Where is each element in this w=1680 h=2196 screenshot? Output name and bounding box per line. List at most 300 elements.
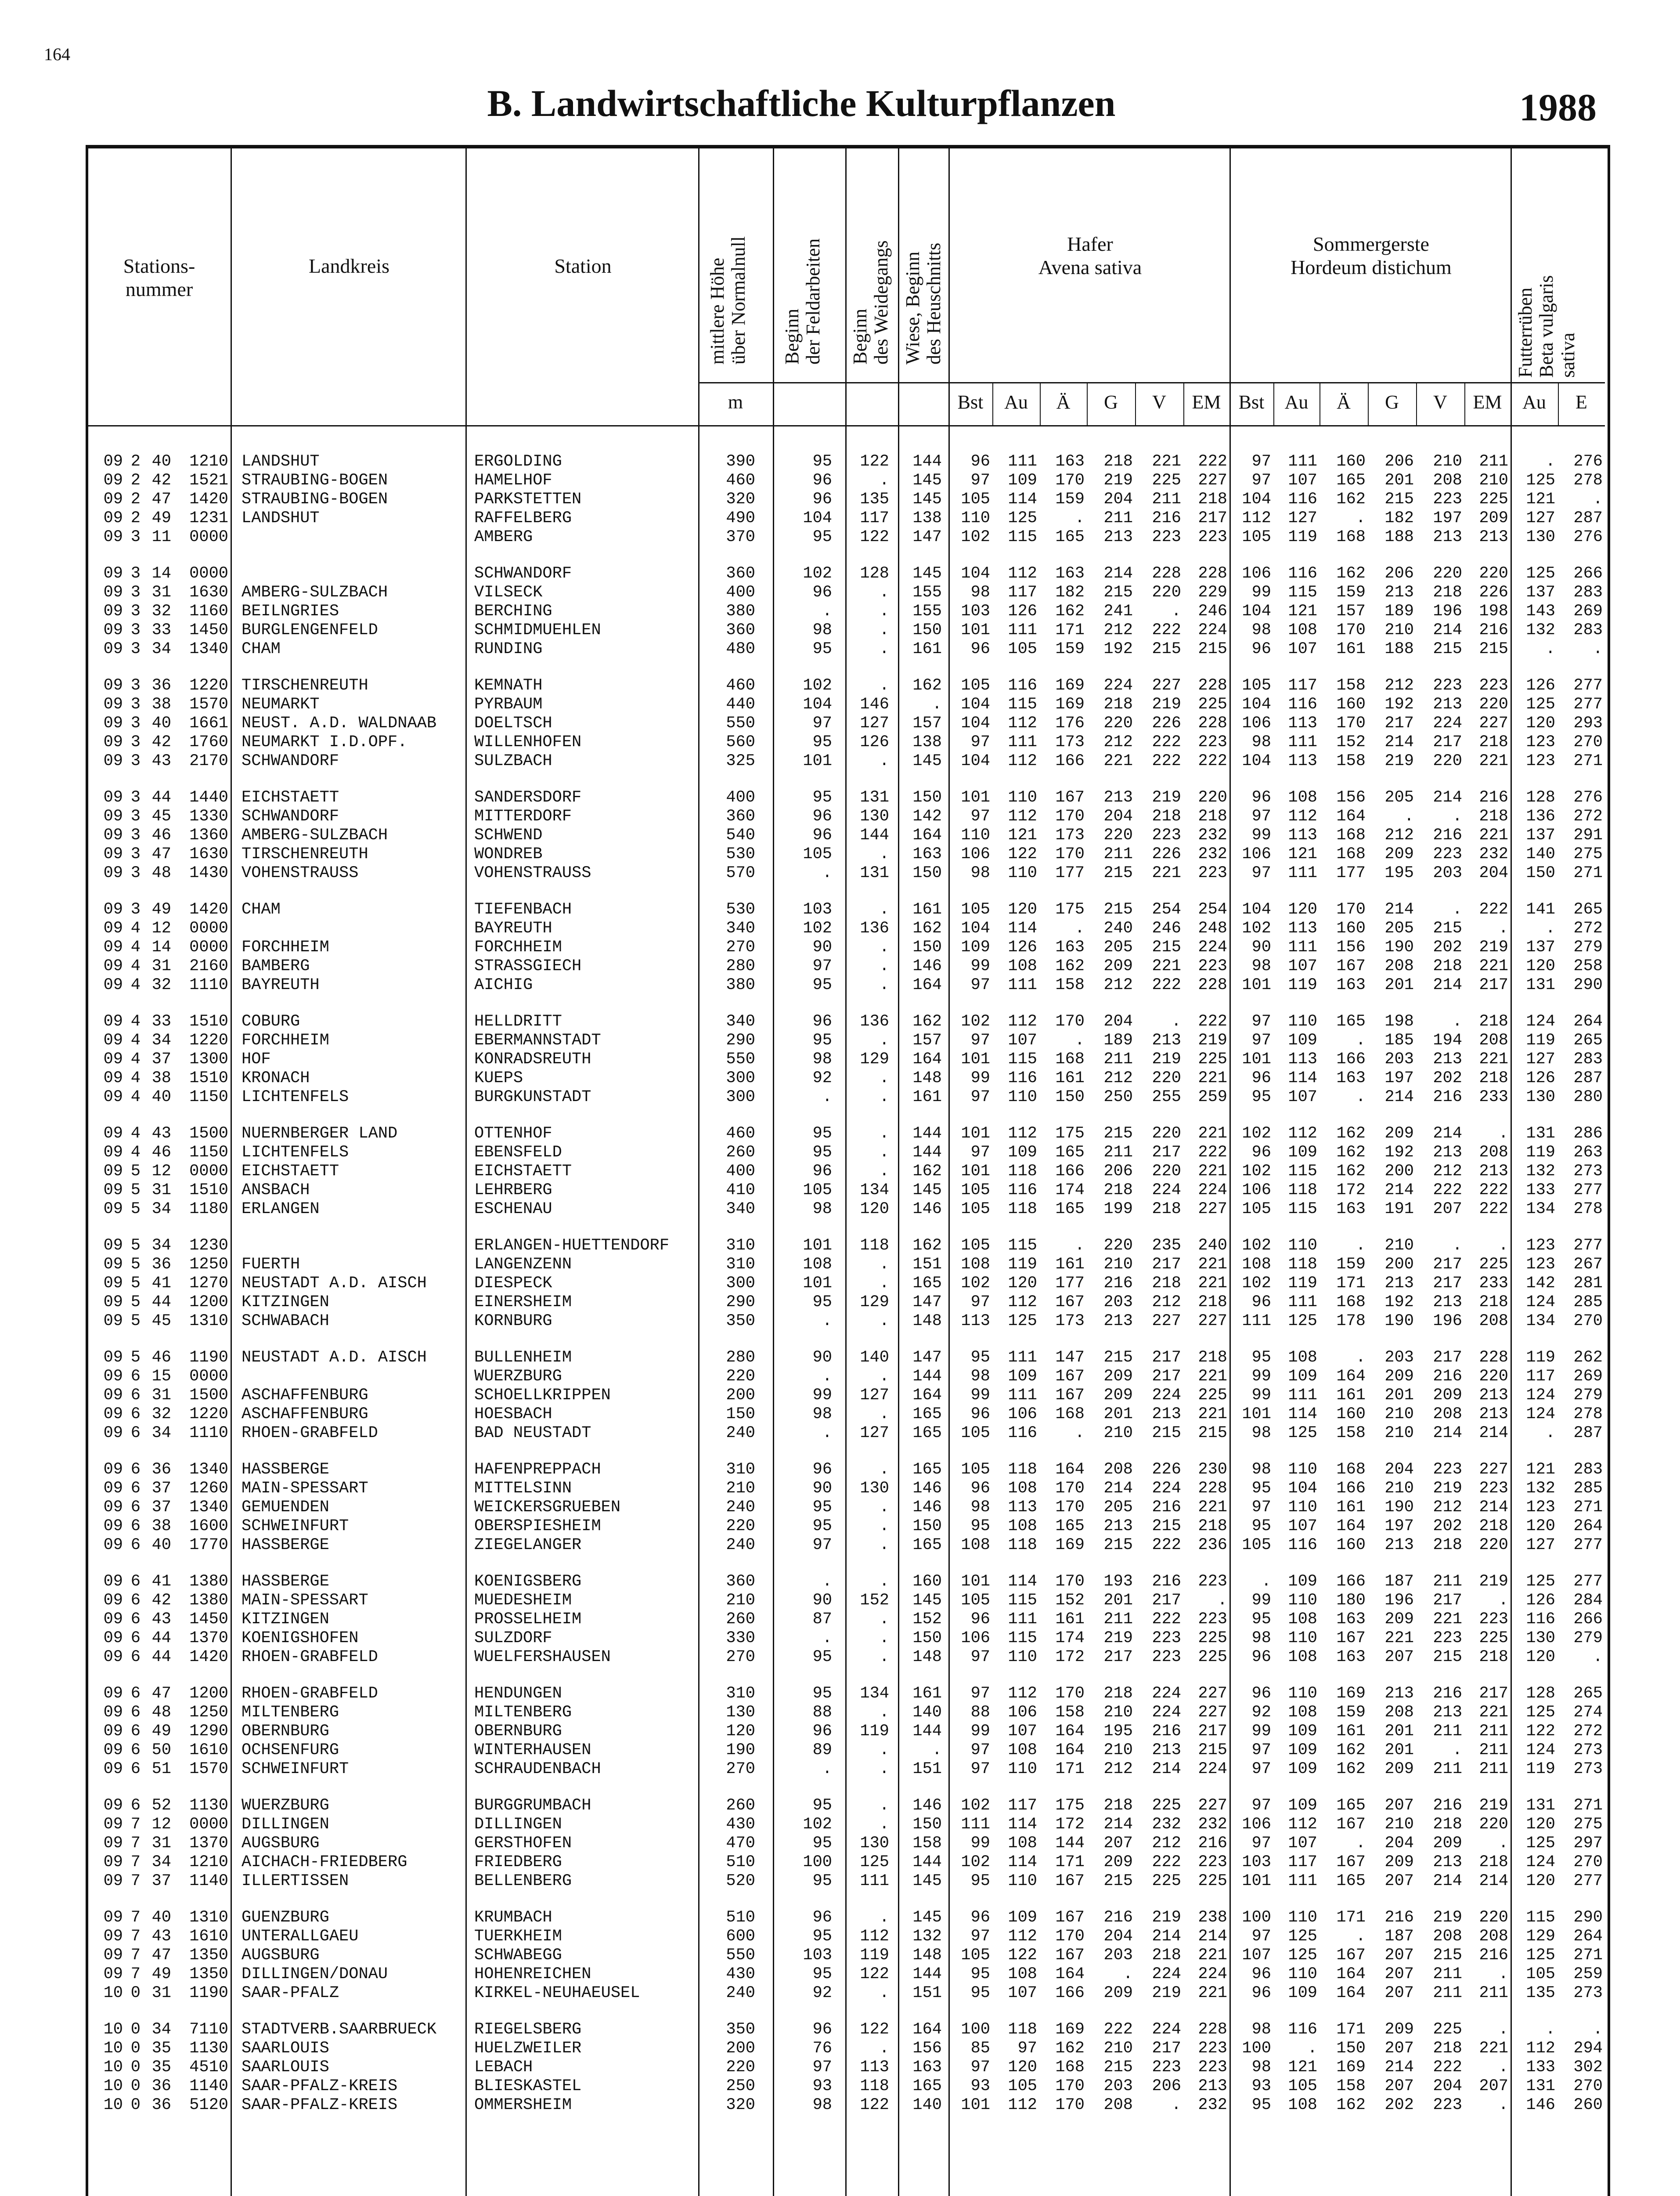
- cell-rueben-au: 119: [1526, 1760, 1555, 1778]
- cell-hafer-em: 232: [1198, 2096, 1227, 2114]
- cell-rueben-e: 267: [1573, 1255, 1603, 1274]
- cell-gerste-em: 216: [1479, 1946, 1508, 1965]
- cell-gerste-v: 211: [1433, 1965, 1462, 1983]
- cell-feldarbeiten: 97: [812, 714, 832, 733]
- cell-feldarbeiten: 89: [812, 1741, 832, 1759]
- cell-rueben-au: 116: [1526, 1610, 1555, 1629]
- cell-rueben-e: 285: [1573, 1293, 1603, 1311]
- cell-hafer-bst: 105: [961, 1460, 990, 1479]
- cell-heuschnitt: 150: [912, 1815, 942, 1834]
- cell-rueben-au: 146: [1526, 2096, 1555, 2114]
- cell-station: KUEPS: [474, 1069, 523, 1087]
- cell-landkreis: SCHWANDORF: [242, 752, 339, 770]
- cell-heuschnitt: 156: [912, 2039, 942, 2058]
- cell-gerste-v: 222: [1433, 1181, 1462, 1199]
- sub-header-cell: EM: [1473, 391, 1502, 413]
- cell-hafer-em: 225: [1198, 1872, 1227, 1890]
- cell-rueben-e: 279: [1573, 1386, 1603, 1405]
- cell-hoehe: 470: [726, 1834, 755, 1853]
- cell-hoehe: 290: [726, 1031, 755, 1050]
- cell-gerste-em: 220: [1479, 695, 1508, 714]
- cell-gerste-ae: 168: [1336, 1460, 1366, 1479]
- cell-gerste-bst: 97: [1251, 1927, 1271, 1946]
- cell-gerste-em: 211: [1479, 452, 1508, 471]
- cell-gerste-ae: 161: [1336, 1722, 1366, 1741]
- cell-hafer-ae: 159: [1055, 490, 1085, 509]
- cell-gerste-ae: 162: [1336, 564, 1366, 583]
- cell-gerste-bst: 95: [1251, 1610, 1271, 1629]
- cell-weidegang: .: [879, 2039, 889, 2058]
- cell-district: 6: [130, 1479, 141, 1498]
- cell-subdistrict: 47: [151, 1946, 171, 1965]
- cell-rueben-e: 284: [1573, 1591, 1603, 1610]
- cell-landkreis: CHAM: [242, 900, 281, 919]
- cell-hoehe: 560: [726, 733, 755, 751]
- cell-gerste-v: 210: [1433, 452, 1462, 471]
- cell-weidegang: .: [879, 1031, 889, 1050]
- cell-subdistrict: 49: [151, 1722, 171, 1741]
- cell-gerste-bst: 105: [1242, 676, 1271, 695]
- table-row: [0, 1386, 1680, 1405]
- cell-district: 6: [130, 1424, 141, 1442]
- cell-station-no: 1610: [189, 1741, 228, 1759]
- cell-hoehe: 510: [726, 1853, 755, 1871]
- cell-gerste-v: 208: [1433, 1927, 1462, 1946]
- cell-heuschnitt: 164: [912, 1050, 942, 1069]
- cell-landkreis: FORCHHEIM: [242, 1031, 329, 1050]
- cell-district: 6: [130, 1498, 141, 1517]
- cell-hafer-ae: 167: [1055, 788, 1085, 807]
- unit-label: m: [728, 391, 743, 413]
- cell-hafer-g: 199: [1103, 1200, 1133, 1218]
- cell-hafer-ae: 167: [1055, 1367, 1085, 1386]
- cell-feldarbeiten: 95: [812, 640, 832, 658]
- cell-station-no: 1330: [189, 807, 228, 826]
- cell-weidegang: .: [879, 1274, 889, 1293]
- cell-state: 09: [103, 1479, 123, 1498]
- table-row: [0, 845, 1680, 864]
- cell-rueben-au: 105: [1526, 1965, 1555, 1983]
- row-group: [0, 788, 1680, 883]
- cell-hafer-g: 218: [1103, 695, 1133, 714]
- cell-gerste-g: 201: [1384, 976, 1414, 994]
- cell-weidegang: .: [879, 1498, 889, 1517]
- cell-district: 5: [130, 1312, 141, 1330]
- cell-hafer-v: 225: [1152, 1872, 1181, 1890]
- cell-hoehe: 130: [726, 1703, 755, 1722]
- cell-gerste-em: 213: [1479, 528, 1508, 546]
- row-group: [0, 676, 1680, 771]
- cell-hafer-g: 222: [1103, 2020, 1133, 2039]
- cell-subdistrict: 32: [151, 976, 171, 994]
- cell-gerste-au: 108: [1288, 621, 1317, 639]
- cell-gerste-au: 105: [1288, 2077, 1317, 2095]
- cell-landkreis: ILLERTISSEN: [242, 1872, 349, 1890]
- cell-hafer-em: .: [1217, 1591, 1227, 1610]
- cell-heuschnitt: 150: [912, 938, 942, 957]
- cell-gerste-ae: 162: [1336, 1760, 1366, 1778]
- cell-hafer-g: 215: [1103, 1536, 1133, 1554]
- cell-heuschnitt: 144: [912, 1965, 942, 1983]
- cell-hafer-bst: 95: [970, 1517, 990, 1535]
- cell-district: 5: [130, 1200, 141, 1218]
- cell-gerste-bst: 99: [1251, 1722, 1271, 1741]
- cell-rueben-e: 278: [1573, 1405, 1603, 1423]
- cell-gerste-ae: .: [1356, 1236, 1366, 1255]
- sub-header-cell: Bst: [957, 391, 984, 413]
- cell-rueben-au: 123: [1526, 733, 1555, 751]
- cell-subdistrict: 12: [151, 1815, 171, 1834]
- cell-hoehe: 460: [726, 1124, 755, 1143]
- cell-gerste-ae: .: [1356, 509, 1366, 527]
- cell-station-no: 1200: [189, 1293, 228, 1311]
- cell-hoehe: 240: [726, 1984, 755, 2002]
- cell-gerste-bst: 100: [1242, 1908, 1271, 1927]
- cell-hafer-em: 218: [1198, 490, 1227, 509]
- cell-feldarbeiten: 95: [812, 1648, 832, 1666]
- cell-hafer-au: 115: [1008, 1236, 1037, 1255]
- cell-weidegang: 130: [860, 1479, 889, 1498]
- cell-weidegang: .: [879, 1517, 889, 1535]
- cell-hoehe: 410: [726, 1181, 755, 1199]
- cell-state: 09: [103, 1946, 123, 1965]
- cell-station-no: 1260: [189, 1479, 228, 1498]
- cell-gerste-em: .: [1498, 2096, 1508, 2114]
- cell-subdistrict: 31: [151, 957, 171, 975]
- cell-hoehe: 490: [726, 509, 755, 527]
- cell-hafer-ae: 182: [1055, 583, 1085, 602]
- cell-gerste-v: 211: [1433, 1572, 1462, 1591]
- cell-hafer-g: 210: [1103, 1741, 1133, 1759]
- cell-hafer-em: 221: [1198, 1274, 1227, 1293]
- cell-state: 09: [103, 676, 123, 695]
- cell-subdistrict: 15: [151, 1367, 171, 1386]
- cell-hafer-au: 108: [1008, 1479, 1037, 1498]
- cell-station-no: 1150: [189, 1088, 228, 1106]
- table-row: [0, 1572, 1680, 1591]
- cell-district: 0: [130, 2058, 141, 2077]
- cell-hafer-bst: 105: [961, 1946, 990, 1965]
- cell-landkreis: TIRSCHENREUTH: [242, 845, 368, 863]
- cell-feldarbeiten: 95: [812, 1124, 832, 1143]
- cell-district: 4: [130, 1031, 141, 1050]
- cell-hafer-ae: 175: [1055, 1796, 1085, 1815]
- cell-station-no: 1510: [189, 1012, 228, 1031]
- cell-hafer-au: 107: [1008, 1722, 1037, 1741]
- cell-landkreis: ASCHAFFENBURG: [242, 1386, 368, 1405]
- cell-gerste-g: 197: [1384, 1069, 1414, 1087]
- table-row: [0, 1517, 1680, 1536]
- cell-hafer-ae: 174: [1055, 1629, 1085, 1647]
- cell-rueben-au: 134: [1526, 1200, 1555, 1218]
- cell-gerste-g: 209: [1384, 1853, 1414, 1871]
- cell-hoehe: 220: [726, 1367, 755, 1386]
- cell-hafer-au: 111: [1008, 1348, 1037, 1367]
- cell-hafer-g: 250: [1103, 1088, 1133, 1106]
- cell-hafer-au: 118: [1008, 2020, 1037, 2039]
- cell-district: 2: [130, 471, 141, 490]
- cell-hafer-au: 118: [1008, 1460, 1037, 1479]
- cell-gerste-bst: 103: [1242, 1853, 1271, 1871]
- cell-subdistrict: 36: [151, 676, 171, 695]
- cell-rueben-e: 275: [1573, 1815, 1603, 1834]
- cell-hafer-ae: 171: [1055, 1760, 1085, 1778]
- cell-district: 5: [130, 1236, 141, 1255]
- cell-gerste-bst: 96: [1251, 1684, 1271, 1703]
- cell-station-no: 1770: [189, 1536, 228, 1554]
- cell-heuschnitt: 150: [912, 864, 942, 882]
- table-row: [0, 1703, 1680, 1722]
- cell-hafer-em: 225: [1198, 1050, 1227, 1069]
- cell-subdistrict: 31: [151, 1834, 171, 1853]
- cell-rueben-e: 264: [1573, 1517, 1603, 1535]
- cell-gerste-g: 204: [1384, 1460, 1414, 1479]
- cell-heuschnitt: 144: [912, 1124, 942, 1143]
- cell-station-no: 1160: [189, 602, 228, 621]
- cell-gerste-au: 109: [1288, 1796, 1317, 1815]
- cell-hafer-bst: 97: [970, 1143, 990, 1162]
- cell-gerste-g: 209: [1384, 1760, 1414, 1778]
- cell-hafer-au: 114: [1008, 1815, 1037, 1834]
- cell-station: DILLINGEN: [474, 1815, 562, 1834]
- cell-rueben-au: 130: [1526, 1088, 1555, 1106]
- cell-hafer-au: 114: [1008, 490, 1037, 509]
- cell-hafer-au: 122: [1008, 1946, 1037, 1965]
- cell-weidegang: 131: [860, 788, 889, 807]
- cell-hafer-ae: 176: [1055, 714, 1085, 733]
- cell-gerste-au: 109: [1288, 1760, 1317, 1778]
- cell-landkreis: NEUMARKT: [242, 695, 320, 714]
- cell-hafer-bst: 97: [970, 471, 990, 490]
- cell-landkreis: SCHWEINFURT: [242, 1517, 349, 1535]
- table-row: [0, 919, 1680, 938]
- cell-gerste-ae: 168: [1336, 528, 1366, 546]
- cell-subdistrict: 34: [151, 1031, 171, 1050]
- cell-gerste-em: 208: [1479, 1312, 1508, 1330]
- cell-feldarbeiten: 105: [803, 845, 832, 863]
- cell-gerste-au: 110: [1288, 1591, 1317, 1610]
- cell-district: 3: [130, 788, 141, 807]
- cell-feldarbeiten: 96: [812, 1162, 832, 1181]
- cell-gerste-v: 203: [1433, 864, 1462, 882]
- cell-gerste-ae: 164: [1336, 1517, 1366, 1535]
- cell-gerste-bst: 105: [1242, 528, 1271, 546]
- cell-rueben-au: 124: [1526, 1853, 1555, 1871]
- cell-gerste-au: 108: [1288, 1648, 1317, 1666]
- cell-hafer-bst: 110: [961, 509, 990, 527]
- cell-subdistrict: 47: [151, 1684, 171, 1703]
- cell-gerste-bst: 96: [1251, 1143, 1271, 1162]
- cell-gerste-g: 189: [1384, 602, 1414, 621]
- cell-hafer-bst: 98: [970, 864, 990, 882]
- cell-hafer-au: 108: [1008, 1517, 1037, 1535]
- cell-station-no: 1110: [189, 976, 228, 994]
- cell-rueben-e: 279: [1573, 938, 1603, 957]
- cell-subdistrict: 37: [151, 1498, 171, 1517]
- cell-hafer-au: 112: [1008, 1012, 1037, 1031]
- cell-station: FRIEDBERG: [474, 1853, 562, 1871]
- cell-state: 09: [103, 1629, 123, 1647]
- cell-hafer-v: 221: [1152, 864, 1181, 882]
- cell-gerste-au: 112: [1288, 1815, 1317, 1834]
- cell-hafer-bst: 105: [961, 490, 990, 509]
- cell-gerste-em: 221: [1479, 2039, 1508, 2058]
- cell-district: 4: [130, 919, 141, 938]
- cell-gerste-ae: 167: [1336, 1946, 1366, 1965]
- cell-hafer-g: 206: [1103, 1162, 1133, 1181]
- cell-subdistrict: 36: [151, 2077, 171, 2095]
- cell-gerste-g: 207: [1384, 2077, 1414, 2095]
- cell-station: DIESPECK: [474, 1274, 552, 1293]
- cell-hafer-bst: 101: [961, 1050, 990, 1069]
- table-row: [0, 1927, 1680, 1946]
- cell-station: WUERZBURG: [474, 1367, 562, 1386]
- cell-landkreis: HOF: [242, 1050, 271, 1069]
- cell-gerste-ae: 170: [1336, 621, 1366, 639]
- cell-state: 10: [103, 2058, 123, 2077]
- cell-hafer-g: 213: [1103, 1312, 1133, 1330]
- cell-rueben-au: 119: [1526, 1143, 1555, 1162]
- cell-hafer-g: 214: [1103, 1815, 1133, 1834]
- table-row: [0, 938, 1680, 957]
- cell-heuschnitt: 165: [912, 1405, 942, 1423]
- cell-landkreis: SAAR-PFALZ-KREIS: [242, 2096, 398, 2114]
- cell-weidegang: .: [879, 1703, 889, 1722]
- table-row: [0, 509, 1680, 528]
- cell-hoehe: 270: [726, 938, 755, 957]
- cell-gerste-g: 207: [1384, 1872, 1414, 1890]
- table-row: [0, 676, 1680, 695]
- cell-hafer-ae: 169: [1055, 1536, 1085, 1554]
- cell-station-no: 2170: [189, 752, 228, 770]
- cell-hafer-bst: 93: [970, 2077, 990, 2095]
- cell-hafer-v: 224: [1152, 1703, 1181, 1722]
- cell-weidegang: .: [879, 1796, 889, 1815]
- cell-weidegang: .: [879, 1162, 889, 1181]
- cell-gerste-au: 110: [1288, 1684, 1317, 1703]
- cell-gerste-ae: 159: [1336, 583, 1366, 602]
- cell-hafer-bst: 96: [970, 1908, 990, 1927]
- cell-station-no: 1270: [189, 1274, 228, 1293]
- cell-landkreis: AMBERG-SULZBACH: [242, 583, 388, 602]
- cell-feldarbeiten: 76: [812, 2039, 832, 2058]
- cell-hoehe: 430: [726, 1815, 755, 1834]
- cell-station: ESCHENAU: [474, 1200, 552, 1218]
- cell-gerste-v: 215: [1433, 640, 1462, 658]
- cell-state: 09: [103, 1424, 123, 1442]
- cell-gerste-bst: 106: [1242, 1815, 1271, 1834]
- sub-header-cell: Ä: [1337, 391, 1351, 413]
- cell-district: 6: [130, 1591, 141, 1610]
- cell-gerste-g: 201: [1384, 1722, 1414, 1741]
- cell-subdistrict: 48: [151, 1703, 171, 1722]
- row-group: [0, 1348, 1680, 1443]
- cell-gerste-bst: 102: [1242, 1162, 1271, 1181]
- cell-district: 3: [130, 564, 141, 583]
- cell-gerste-em: 211: [1479, 1722, 1508, 1741]
- cell-feldarbeiten: 96: [812, 1460, 832, 1479]
- cell-heuschnitt: 164: [912, 1386, 942, 1405]
- cell-heuschnitt: 147: [912, 1293, 942, 1311]
- cell-state: 09: [103, 1460, 123, 1479]
- cell-gerste-au: 109: [1288, 1984, 1317, 2002]
- cell-subdistrict: 38: [151, 1069, 171, 1087]
- cell-hafer-v: 222: [1152, 752, 1181, 770]
- cell-gerste-v: 224: [1433, 714, 1462, 733]
- cell-rueben-e: 260: [1573, 2096, 1603, 2114]
- cell-feldarbeiten: 95: [812, 1796, 832, 1815]
- cell-gerste-em: 216: [1479, 621, 1508, 639]
- cell-hafer-ae: 172: [1055, 1648, 1085, 1666]
- table-row: [0, 1162, 1680, 1181]
- cell-rueben-au: 136: [1526, 807, 1555, 826]
- cell-rueben-au: 133: [1526, 2058, 1555, 2077]
- cell-rueben-au: 125: [1526, 1703, 1555, 1722]
- table-row: [0, 2039, 1680, 2058]
- cell-gerste-ae: 168: [1336, 1293, 1366, 1311]
- cell-feldarbeiten: 104: [803, 695, 832, 714]
- cell-hoehe: 380: [726, 602, 755, 621]
- cell-gerste-bst: 102: [1242, 919, 1271, 938]
- cell-hafer-em: 232: [1198, 845, 1227, 863]
- cell-rueben-e: 283: [1573, 621, 1603, 639]
- cell-hafer-ae: 167: [1055, 1386, 1085, 1405]
- cell-station: BLIESKASTEL: [474, 2077, 582, 2095]
- cell-district: 2: [130, 490, 141, 509]
- cell-gerste-g: 185: [1384, 1031, 1414, 1050]
- cell-gerste-ae: 159: [1336, 1703, 1366, 1722]
- cell-gerste-au: 108: [1288, 1703, 1317, 1722]
- cell-gerste-em: 208: [1479, 1143, 1508, 1162]
- cell-station: HOESBACH: [474, 1405, 552, 1423]
- cell-gerste-em: 198: [1479, 602, 1508, 621]
- cell-station: BURGKUNSTADT: [474, 1088, 591, 1106]
- cell-hoehe: 530: [726, 900, 755, 919]
- cell-gerste-v: 219: [1433, 1908, 1462, 1927]
- cell-gerste-bst: 90: [1251, 938, 1271, 957]
- cell-station-no: 1210: [189, 452, 228, 471]
- cell-weidegang: 122: [860, 528, 889, 546]
- cell-heuschnitt: 151: [912, 1255, 942, 1274]
- cell-rueben-e: 276: [1573, 788, 1603, 807]
- cell-station-no: 5120: [189, 2096, 228, 2114]
- cell-subdistrict: 36: [151, 1460, 171, 1479]
- cell-gerste-v: 213: [1433, 1293, 1462, 1311]
- cell-gerste-bst: 104: [1242, 752, 1271, 770]
- cell-hafer-bst: 101: [961, 1124, 990, 1143]
- cell-gerste-v: 216: [1433, 1367, 1462, 1386]
- cell-hafer-v: 222: [1152, 1536, 1181, 1554]
- cell-station: EBENSFELD: [474, 1143, 562, 1162]
- row-group: [0, 900, 1680, 995]
- cell-station: ZIEGELANGER: [474, 1536, 582, 1554]
- cell-district: 5: [130, 1181, 141, 1199]
- cell-heuschnitt: 145: [912, 1908, 942, 1927]
- cell-gerste-v: 223: [1433, 676, 1462, 695]
- cell-hafer-g: 208: [1103, 1460, 1133, 1479]
- cell-hafer-v: 216: [1152, 1498, 1181, 1517]
- cell-hafer-v: 218: [1152, 1946, 1181, 1965]
- cell-gerste-g: 208: [1384, 1703, 1414, 1722]
- table-row: [0, 826, 1680, 845]
- cell-gerste-ae: 163: [1336, 1648, 1366, 1666]
- cell-gerste-g: 210: [1384, 1424, 1414, 1442]
- cell-rueben-e: 278: [1573, 471, 1603, 490]
- cell-hafer-au: 126: [1008, 938, 1037, 957]
- cell-hafer-ae: 166: [1055, 1162, 1085, 1181]
- cell-hafer-bst: 103: [961, 602, 990, 621]
- cell-district: 4: [130, 1012, 141, 1031]
